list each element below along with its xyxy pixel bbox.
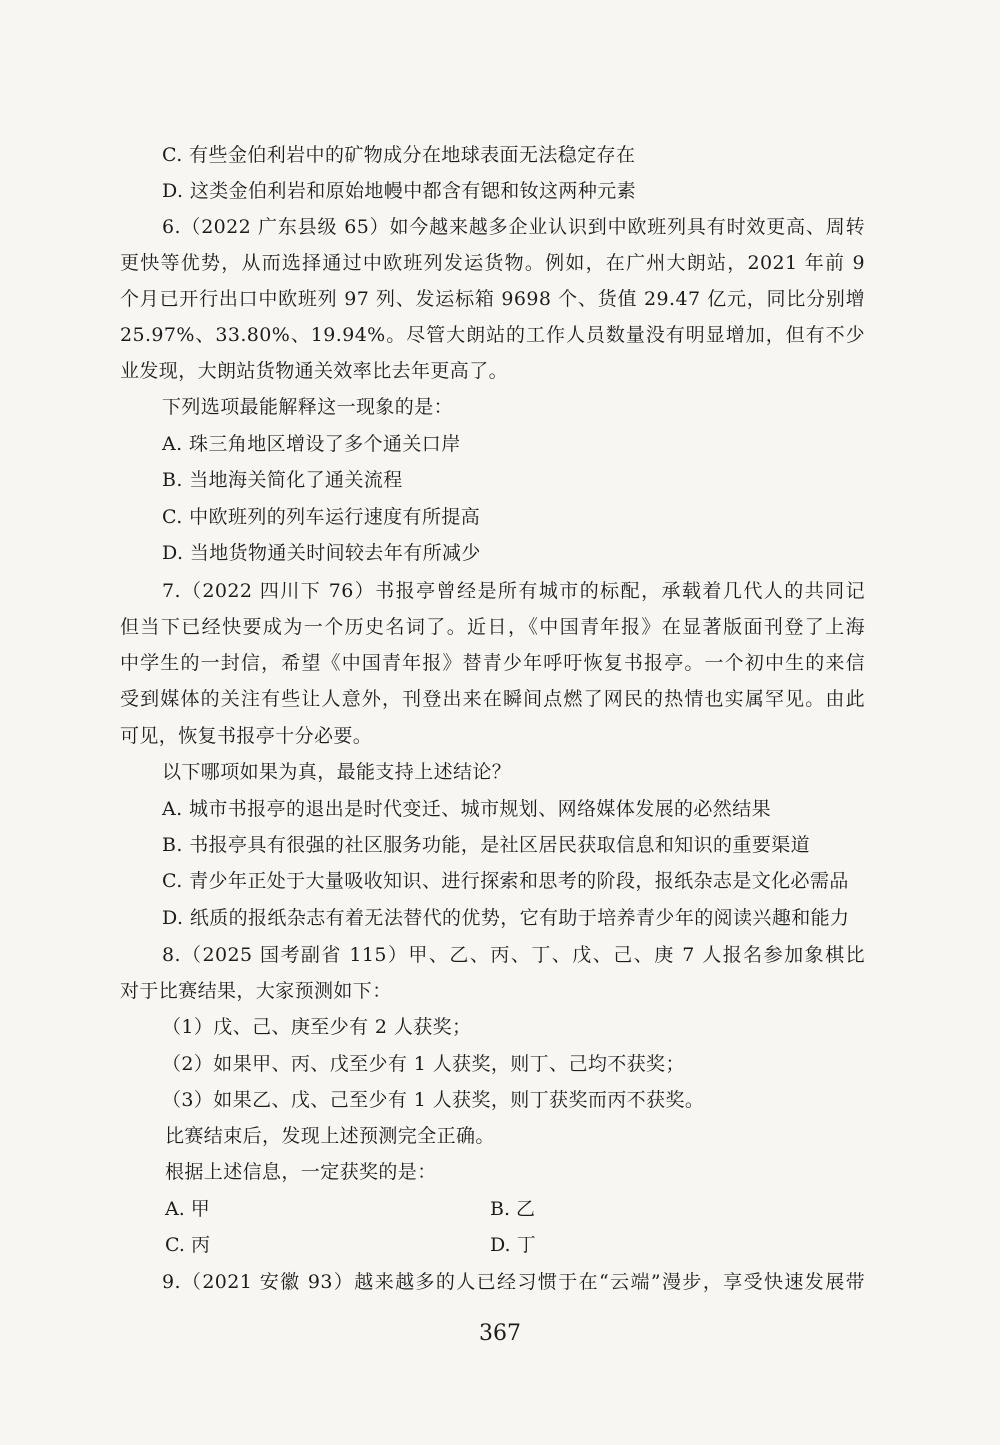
q8-premise-1: （1）戊、己、庚至少有 2 人获奖； [162, 1016, 472, 1038]
q7-option-b: B. 书报亭具有很强的社区服务功能，是社区居民获取信息和知识的重要渠道 [162, 834, 811, 856]
q6-stem-line: 6.（2022 广东县级 65）如今越来越多企业认识到中欧班列具有时效更高、周转 [162, 216, 865, 238]
q8-question: 根据上述信息，一定获奖的是： [165, 1161, 437, 1183]
q7-stem-line: 中学生的一封信，希望《中国青年报》替青少年呼吁恢复书报亭。一个初中生的来信 [120, 652, 865, 674]
q6-stem-line: 业发现，大朗站货物通关效率比去年更高了。 [120, 360, 509, 382]
q6-option-c: C. 中欧班列的列车运行速度有所提高 [162, 506, 481, 528]
q8-stem-line: 8.（2025 国考副省 115）甲、乙、丙、丁、戊、己、庚 7 人报名参加象棋比 [162, 944, 865, 966]
q8-option-d: D. 丁 [490, 1234, 536, 1256]
q8-result: 比赛结束后，发现上述预测完全正确。 [165, 1125, 495, 1147]
q6-question: 下列选项最能解释这一现象的是： [162, 396, 454, 418]
q7-option-a: A. 城市书报亭的退出是时代变迁、城市规划、网络媒体发展的必然结果 [162, 798, 772, 820]
q8-premise-2: （2）如果甲、丙、戊至少有 1 人获奖，则丁、己均不获奖； [162, 1053, 685, 1075]
q7-stem-line: 但当下已经快要成为一个历史名词了。近日，《中国青年报》在显著版面刊登了上海 [120, 616, 865, 638]
q8-option-c: C. 丙 [165, 1234, 210, 1256]
q7-question: 以下哪项如果为真，最能支持上述结论？ [162, 761, 512, 783]
q7-stem-line: 可见，恢复书报亭十分必要。 [120, 725, 373, 747]
q9-stem-line: 9.（2021 安徽 93）越来越多的人已经习惯于在“云端”漫步，享受快速发展带 [162, 1271, 865, 1293]
q6-option-b: B. 当地海关简化了通关流程 [162, 469, 403, 491]
q7-stem-line: 受到媒体的关注有些让人意外，刊登出来在瞬间点燃了网民的热情也实属罕见。由此 [120, 688, 865, 710]
q8-option-b: B. 乙 [490, 1198, 536, 1220]
q6-option-d: D. 当地货物通关时间较去年有所减少 [162, 542, 481, 564]
q5-option-c: C. 有些金伯利岩中的矿物成分在地球表面无法稳定存在 [162, 144, 636, 166]
q8-stem-line: 对于比赛结果，大家预测如下： [120, 980, 392, 1002]
q7-option-d: D. 纸质的报纸杂志有着无法替代的优势，它有助于培养青少年的阅读兴趣和能力 [162, 907, 850, 929]
q6-option-a: A. 珠三角地区增设了多个通关口岸 [162, 433, 461, 455]
q7-option-c: C. 青少年正处于大量吸收知识、进行探索和思考的阶段，报纸杂志是文化必需品 [162, 870, 849, 892]
q8-option-a: A. 甲 [165, 1198, 210, 1220]
q7-stem-line: 7.（2022 四川下 76）书报亭曾经是所有城市的标配，承载着几代人的共同记 [162, 580, 865, 602]
page-number: 367 [479, 1321, 521, 1346]
q6-stem-line: 个月已开行出口中欧班列 97 列、发运标箱 9698 个、货值 29.47 亿元，同比分别增 [120, 288, 865, 310]
q5-option-d: D. 这类金伯利岩和原始地幔中都含有锶和钕这两种元素 [162, 180, 637, 202]
q6-stem-line: 25.97%、33.80%、19.94%。尽管大朗站的工作人员数量没有明显增加，但有不少 [120, 324, 865, 346]
q8-premise-3: （3）如果乙、戊、己至少有 1 人获奖，则丁获奖而丙不获奖。 [162, 1089, 705, 1111]
q6-stem-line: 更快等优势，从而选择通过中欧班列发运货物。例如，在广州大朗站，2021 年前 9 [120, 252, 865, 274]
